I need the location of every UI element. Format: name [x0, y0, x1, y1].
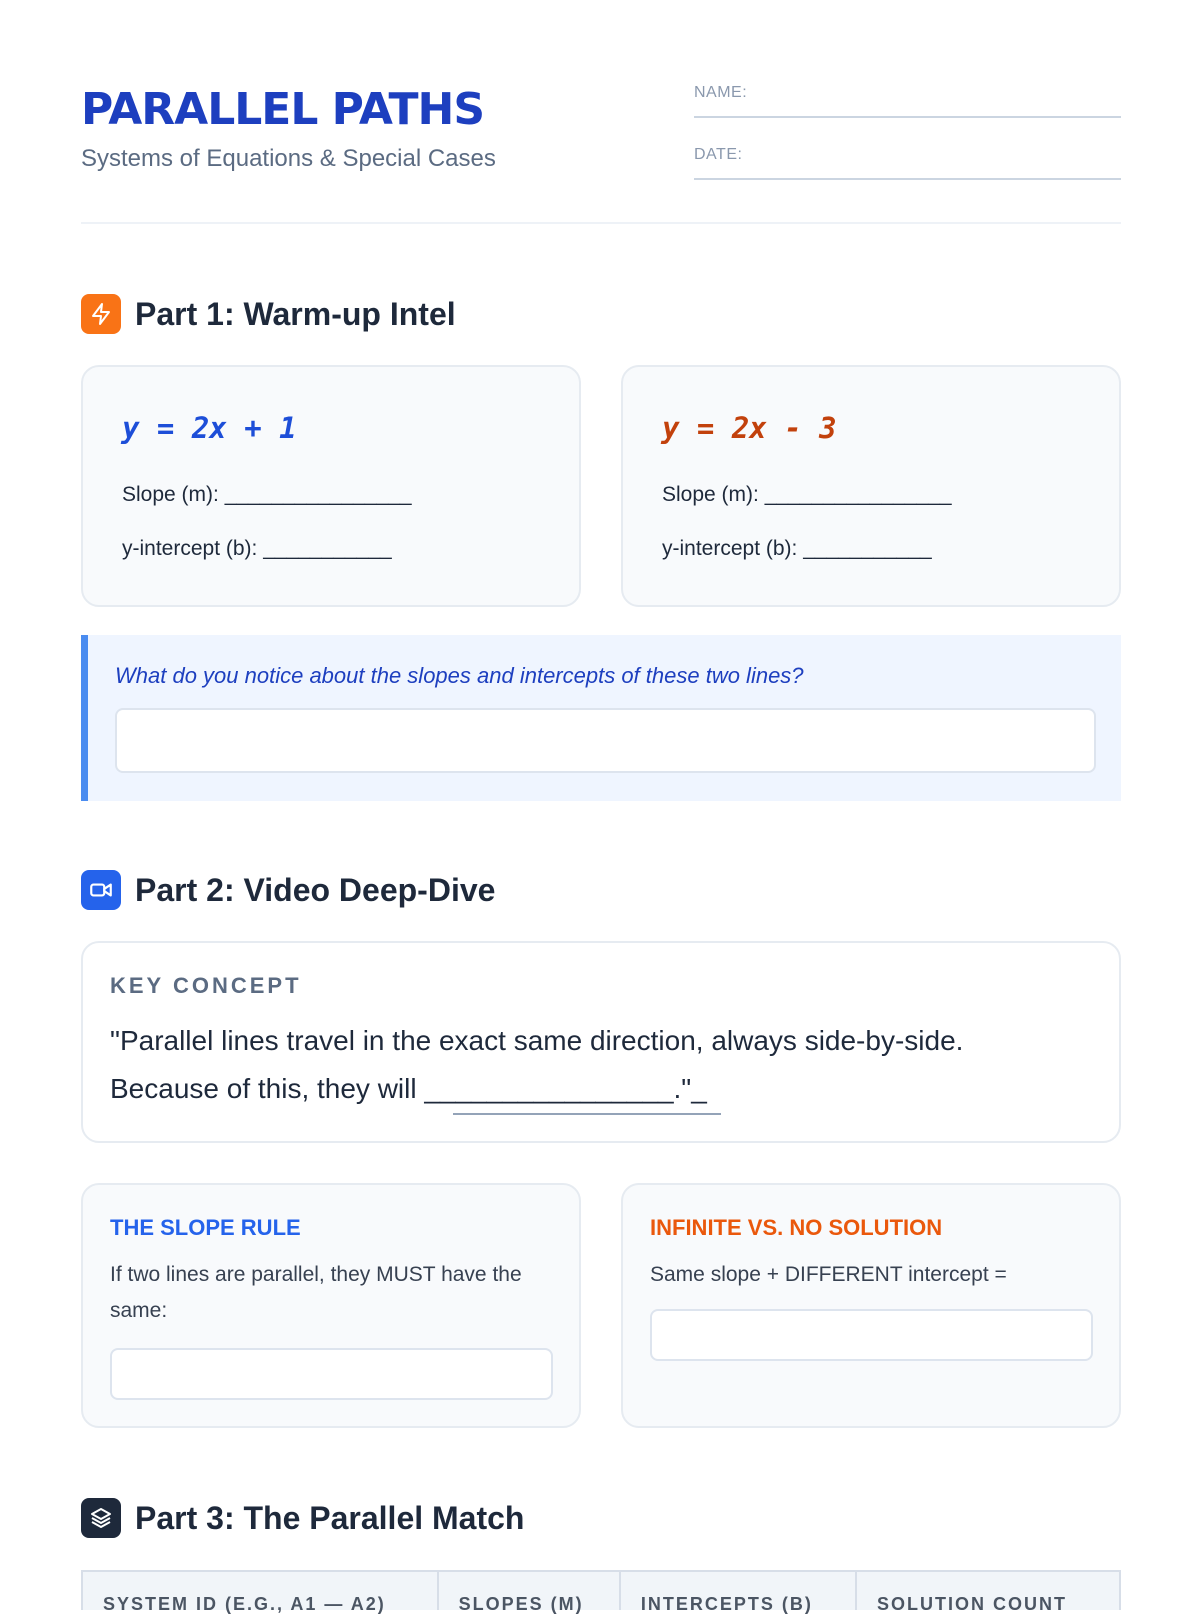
lightning-icon — [81, 294, 121, 334]
video-camera-icon — [81, 870, 121, 910]
slope-rule-title: THE SLOPE RULE — [110, 1215, 301, 1240]
column-header-solution-count: SOLUTION COUNT — [877, 1594, 1068, 1614]
layers-icon — [81, 1498, 121, 1538]
infinite-rule-answer-input[interactable] — [650, 1309, 1093, 1361]
slope-blank-1[interactable]: Slope (m): ________________ — [122, 483, 412, 506]
column-header-intercepts: INTERCEPTS (B) — [621, 1572, 857, 1610]
part1-title: Part 1: Warm-up Intel — [135, 296, 456, 332]
intercept-blank-1[interactable]: y-intercept (b): ___________ — [122, 537, 392, 560]
infinite-rule-text: Same slope + DIFFERENT intercept = — [650, 1263, 1007, 1286]
key-concept-blank[interactable] — [453, 1113, 721, 1115]
name-field[interactable] — [694, 84, 1121, 118]
slope-rule-answer-input[interactable] — [110, 1348, 553, 1400]
part3-title: Part 3: The Parallel Match — [135, 1500, 525, 1536]
equation-card-1 — [81, 365, 581, 607]
equation-1: y = 2x + 1 — [122, 411, 297, 445]
part1-heading — [81, 294, 456, 334]
part3-heading — [81, 1498, 524, 1538]
key-concept-line-2: Because of this, they will ________________."_ — [110, 1073, 707, 1104]
key-concept-label: KEY CONCEPT — [110, 973, 302, 998]
key-concept-line-1: "Parallel lines travel in the exact same direction, always side-by-side. — [110, 1025, 964, 1056]
notice-question: What do you notice about the slopes and intercepts of these two lines? — [115, 663, 804, 688]
worksheet-header — [81, 84, 1121, 224]
part2-heading — [81, 870, 495, 910]
worksheet-title: PARALLEL PATHS — [81, 84, 485, 135]
infinite-rule-title: INFINITE VS. NO SOLUTION — [650, 1215, 943, 1240]
notice-box — [81, 635, 1121, 801]
slope-blank-2[interactable]: Slope (m): ________________ — [662, 483, 952, 506]
equation-card-2 — [621, 365, 1121, 607]
key-concept-card — [81, 941, 1121, 1143]
slope-rule-card — [81, 1183, 581, 1428]
match-table-header — [81, 1570, 1121, 1614]
part2-title: Part 2: Video Deep-Dive — [135, 872, 496, 908]
intercept-blank-2[interactable]: y-intercept (b): ___________ — [662, 537, 932, 560]
equation-2: y = 2x - 3 — [662, 411, 837, 445]
column-header-system-id: SYSTEM ID (E.G., A1 — A2) — [83, 1572, 439, 1610]
date-label: DATE: — [694, 146, 743, 163]
worksheet-subtitle: Systems of Equations & Special Cases — [81, 145, 496, 172]
slope-rule-text: If two lines are parallel, they MUST have the same: — [110, 1263, 522, 1322]
date-field[interactable] — [694, 146, 1121, 180]
infinite-rule-card — [621, 1183, 1121, 1428]
column-header-slopes: SLOPES (M) — [439, 1572, 621, 1610]
name-label: NAME: — [694, 84, 748, 101]
notice-answer-input[interactable] — [115, 708, 1096, 773]
